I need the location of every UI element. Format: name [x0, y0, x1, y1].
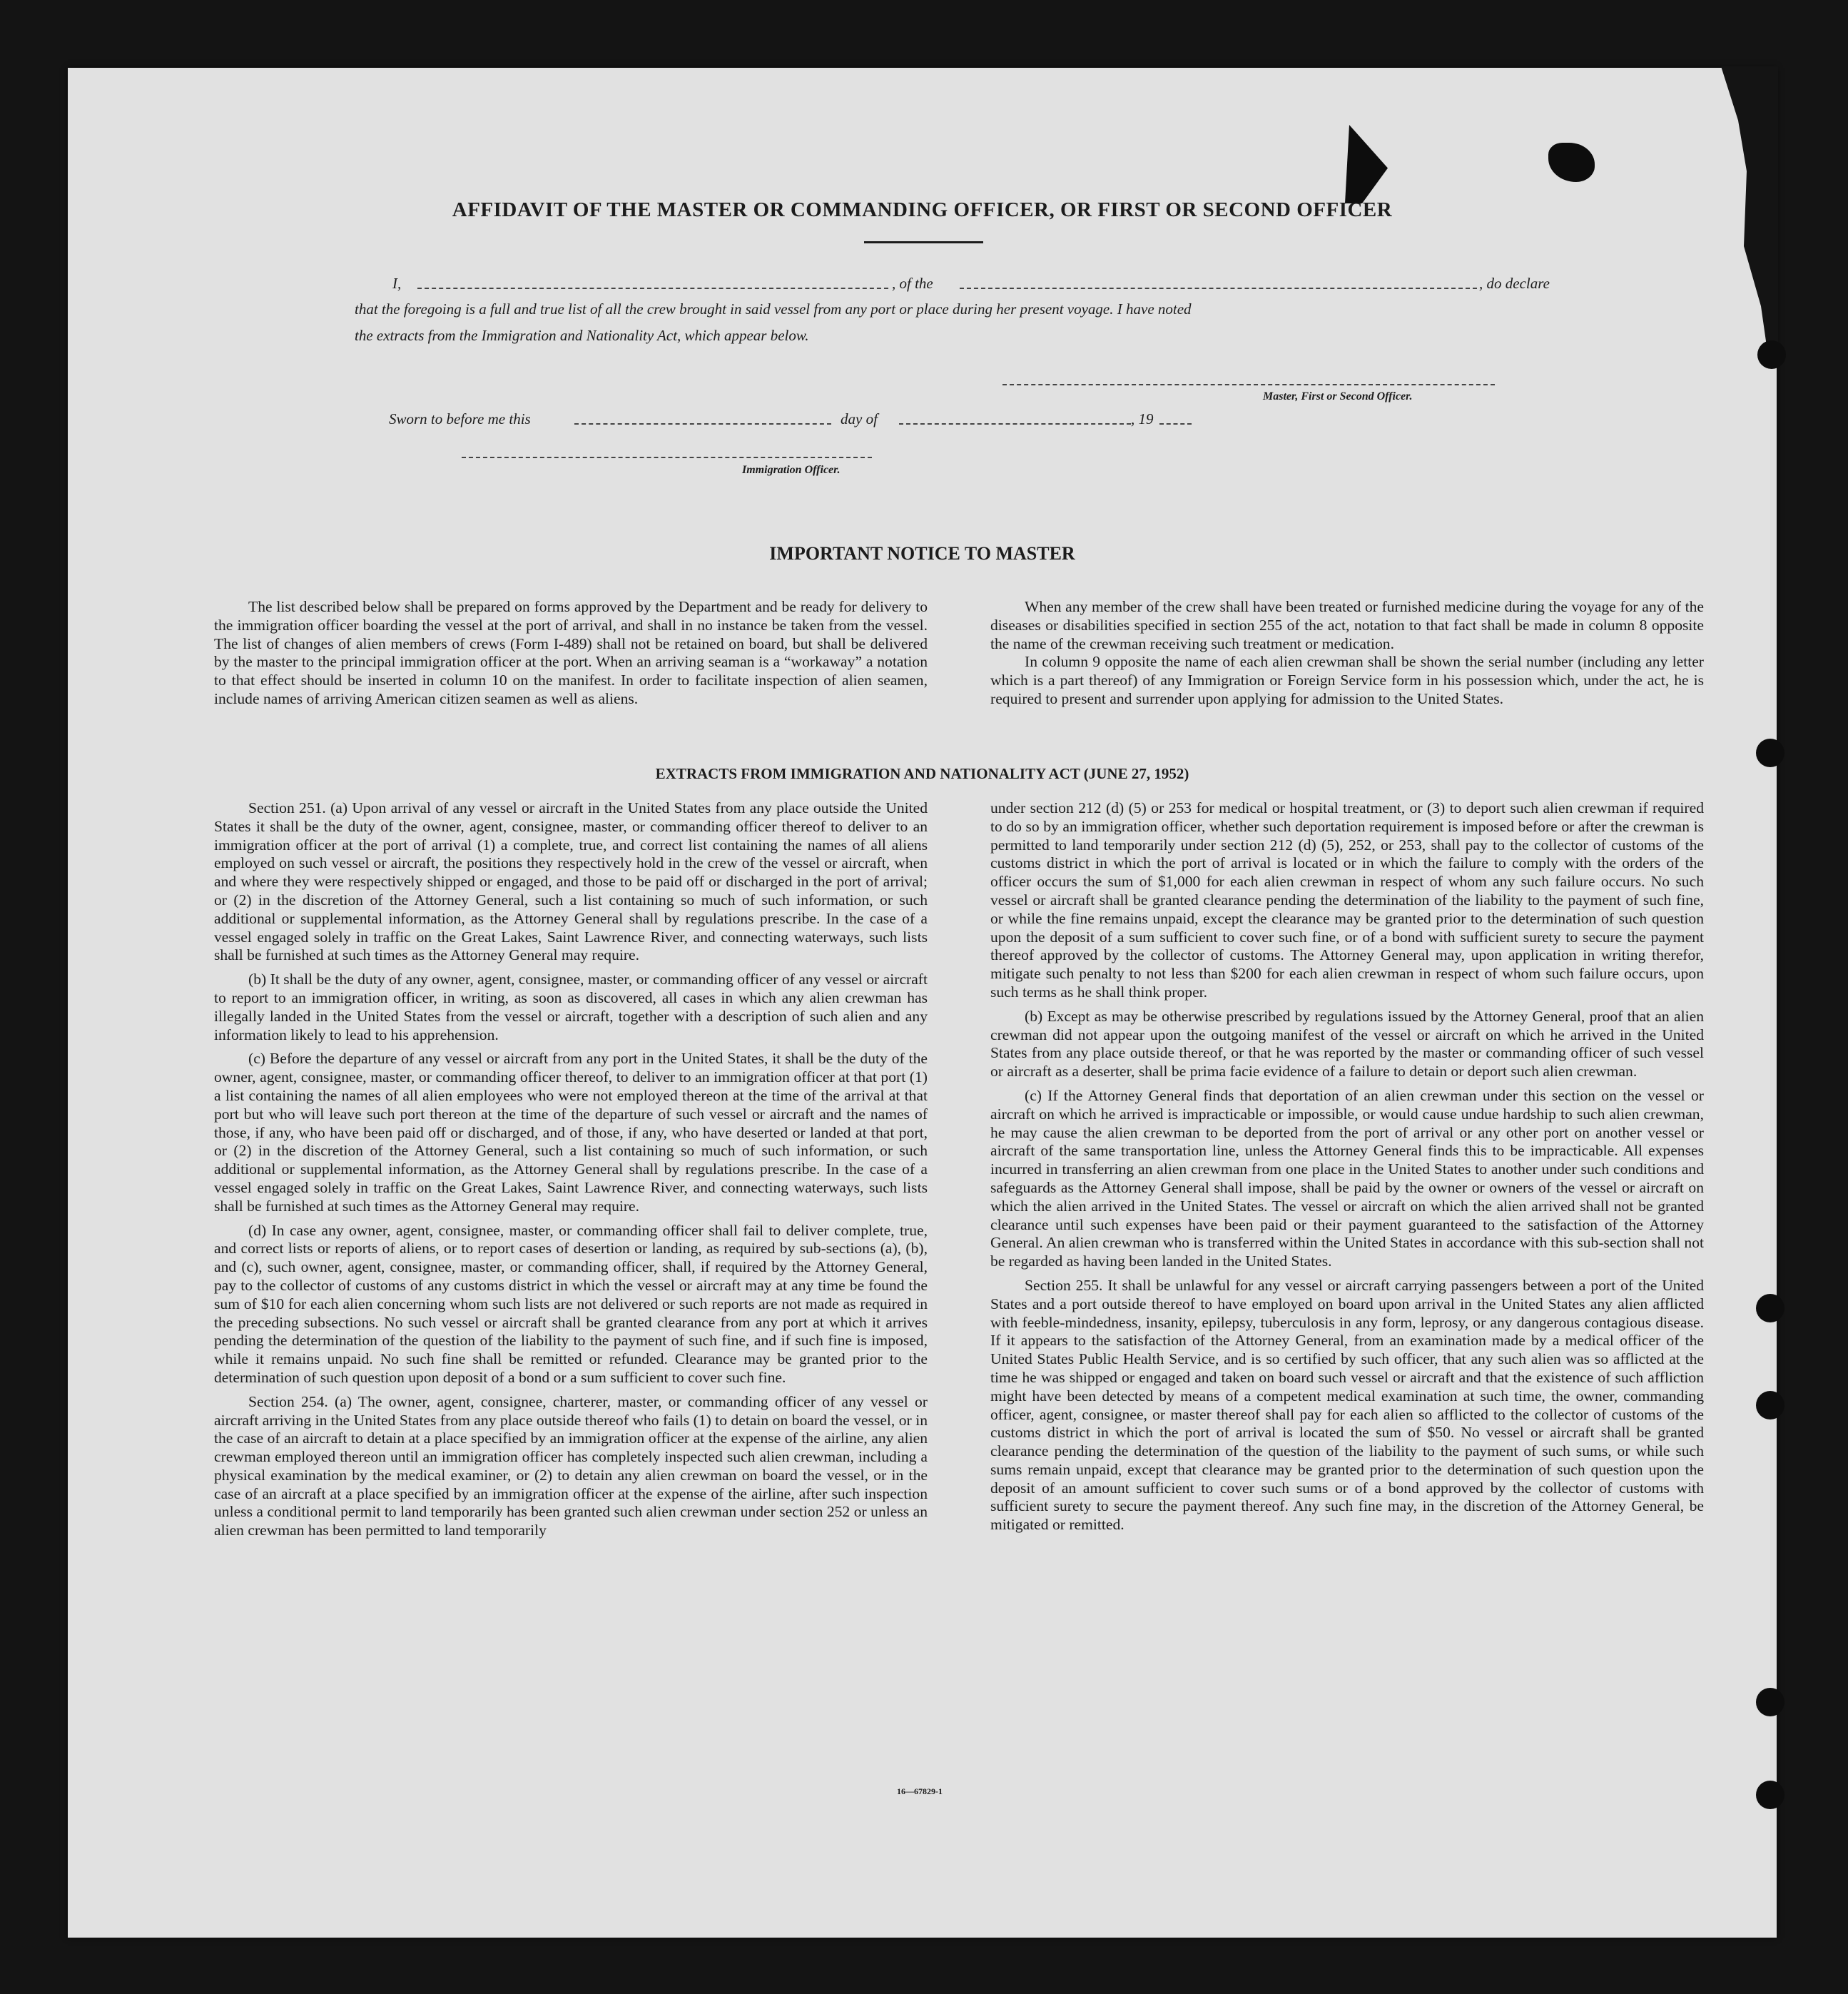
punch-hole: [1756, 1391, 1784, 1419]
extracts-left-column: [214, 799, 928, 1540]
extracts-title: EXTRACTS FROM IMMIGRATION AND NATIONALITY ACT (JUNE 27, 1952): [655, 765, 1189, 782]
section-255: Section 255. It shall be unlawful for any vessel or aircraft carrying passengers between a port of the United States and a port outside thereof to have employed on board upon arrival in the United States any alien afflicted with feeble-mindedness, insanity, epilepsy, tuberculosis in any form, leprosy, or any dangerous contagious disease. If it appears to the satisfaction of the Attorney General, from an examination made by a medical officer of the United States Public Health Service, and is so certified by such officer, that any such alien was so afflicted at the time he was shipped or engaged and taken on board such vessel or aircraft and that the existence of such affliction might have been detected by means of a competent medical examination at such time, the owner, commanding officer, agent, consignee, or master thereof shall pay for each alien so afflicted to the collector of customs of the customs district in which the port of arrival is located the sum of $50. No vessel or aircraft shall be granted clearance pending the determination of the question of the liability to the payment of such sums, or while such sums remain unpaid, except that clearance may be granted prior to the determination of such question upon the deposit of an amount sufficient to cover such sums or of a bond approved by the collector of customs with sufficient surety to secure the payment thereof. Any such fine may, in the discretion of the Attorney General, be mitigated or remitted.: [990, 1276, 1704, 1534]
punch-hole: [1756, 1294, 1784, 1322]
affidavit-line3: the extracts from the Immigration and Nationality Act, which appear below.: [355, 327, 809, 344]
year-label: , 19: [1131, 410, 1154, 427]
affidavit-title: AFFIDAVIT OF THE MASTER OR COMMANDING OFFICER, OR FIRST OR SECOND OFFICER: [452, 198, 1393, 221]
punch-hole: [1756, 739, 1784, 767]
notice-right-paragraph: When any member of the crew shall have been treated or furnished medicine during the voyage for any of the diseases or disabilities specified in section 255 of the act, notation to that fact shall be made in column 8 opposite the name of the crewman receiving such treatment or medication.: [990, 598, 1704, 652]
section-251-a: Section 251. (a) Upon arrival of any vessel or aircraft in the United States from any place outside the United States it shall be the duty of the owner, agent, consignee, master, or commanding officer thereof to deliver to an immigration officer at the port of arrival (1) a complete, true, and correct list containing the names of all aliens employed on such vessel or aircraft, the positions they respectively hold in the crew of the vessel or aircraft, when and where they were respectively shipped or engaged, and those to be paid off or discharged in the port of arrival; or (2) in the discretion of the Attorney General, such a list containing so much of such information, or such additional or supplemental information, as the Attorney General shall by regulations prescribe. In the case of a vessel engaged solely in traffic on the Great Lakes, Saint Lawrence River, and connecting waterways, such lists shall be furnished at such times as the Attorney General may require.: [214, 799, 928, 964]
section-254-a: Section 254. (a) The owner, agent, consignee, charterer, master, or commanding officer of any vessel or aircraft arriving in the United States from any place outside thereof who fails (1) to detain on board the vessel, or in the case of an aircraft to detain at a place specified by an immigration officer at the expense of the airline, any alien crewman employed thereon until an immigration officer has completely inspected such alien crewman, including a physical examination by the medical examiner, or (2) to detain any alien crewman on board the vessel, or in the case of an aircraft at a place specified by an immigration officer at the expense of the airline, after such inspection unless a conditional permit to land temporarily has been granted such alien crewman under section 252 or unless an alien crewman has been permitted to land temporarily: [214, 1392, 928, 1539]
affidavit-i: I,: [392, 275, 402, 292]
affidavit-line2: that the foregoing is a full and true list of all the crew brought in said vessel from any port or place during her present voyage. I have noted: [355, 300, 1192, 318]
sworn-day-line: [574, 423, 831, 425]
notice-left-paragraph: The list described below shall be prepared on forms approved by the Department and be ready for delivery to the immigration officer boarding the vessel at the port of arrival, and shall in no instance be taken from the vessel. The list of changes of alien members of crews (Form I-489) shall not be retained on board, but shall be delivered by the master to the principal immigration officer at the port. When an arriving seaman is a “workaway” a notation to that effect should be inserted in column 10 on the manifest. In order to facilitate inspection of alien seamen, include names of arriving American citizen seamen as well as aliens.: [214, 598, 928, 707]
section-254-b: (b) Except as may be otherwise prescribed by regulations issued by the Attorney General, proof that an alien crewman did not appear upon the outgoing manifest of the vessel or aircraft on which he arrived in the United States from any place outside thereof, or that he was reported by the master or commanding officer of such vessel or aircraft as a deserter, shall be prima facie evidence of a failure to detain or deport such alien crewman.: [990, 1007, 1704, 1080]
notice-left-column: [214, 598, 928, 709]
ink-blot: [1548, 143, 1595, 182]
sworn-label: Sworn to before me this: [389, 410, 531, 427]
master-signature-label: Master, First or Second Officer.: [1263, 390, 1413, 403]
form-number: 16—67829-1: [897, 1786, 943, 1796]
document-page: [68, 68, 1777, 1938]
punch-hole: [1756, 1781, 1784, 1809]
section-254-a-continued: under section 212 (d) (5) or 253 for medical or hospital treatment, or (3) to deport such alien crewman if required to do so by an immigration officer, whether such deportation requirement is imposed before or after the crewman is permitted to land temporarily under section 212 (d) (5), 252, or 253, shall pay to the collector of customs of the customs district in which the port of arrival is located or in which the failure to comply with the orders of the officer occurs the sum of $1,000 for each alien crewman in respect of whom any such failure occurs. No such vessel or aircraft shall be granted clearance pending the determination of the liability to the payment of such fine, or while the fine remains unpaid, except the clearance may be granted prior to the determination of such question upon the deposit of a sum sufficient to cover such fine, or of a bond with sufficient surety to secure the payment thereof approved by the collector of customs. The Attorney General may, upon application in writing therefor, mitigate such penalty to not less than $200 for each alien crewman in respect of whom such failure occurs, upon such terms as he shall think proper.: [990, 799, 1704, 1001]
punch-hole: [1757, 340, 1786, 369]
year-line: [1159, 423, 1192, 425]
notice-title: IMPORTANT NOTICE TO MASTER: [769, 543, 1075, 564]
section-254-c: (c) If the Attorney General finds that deportation of an alien crewman under this section on the vessel or aircraft on which he arrived is impracticable or impossible, or would cause undue hardship to such alien crewman, he may cause the alien crewman to be deported from the port of arrival or any other port on another vessel or aircraft of the same transportation line, unless the Attorney General finds this to be impracticable. All expenses incurred in transferring an alien crewman from one place in the United States to another under such conditions and safeguards as the Attorney General shall impose, shall be paid by the owner or owners of the vessel or aircraft on which the alien arrived in the United States. The vessel or aircraft on which the alien arrived shall not be granted clearance until such expenses have been paid or their payment guaranteed to the satisfaction of the Attorney General. An alien crewman who is transferred within the United States in accordance with this sub-section shall not be regarded as having been landed in the United States.: [990, 1086, 1704, 1270]
section-251-c: (c) Before the departure of any vessel or aircraft from any port in the United States, it shall be the duty of the owner, agent, consignee, master, or commanding officer thereof, to deliver to an immigration officer at that port (1) a list containing the names of all alien employees who were not employed thereon at the time of the arrival at that port but who will leave such port thereon at the time of the departure of such vessel or aircraft and the names of those, if any, who have been paid off or discharged, and of those, if any, who have deserted or landed at that port, or (2) in the discretion of the Attorney General, such a list containing so much of such information, or such additional or supplemental information, as the Attorney General shall by regulations prescribe. In the case of a vessel engaged solely in traffic on the Great Lakes, Saint Lawrence River, and connecting waterways, such lists shall be furnished at such times as the Attorney General may require.: [214, 1050, 928, 1215]
day-of-label: day of: [841, 410, 878, 427]
vessel-field-line: [960, 288, 1477, 289]
affidavit-of-the: , of the: [892, 275, 933, 292]
officer-signature-line: [462, 457, 872, 458]
punch-hole: [1756, 1688, 1784, 1716]
officer-signature-label: Immigration Officer.: [742, 464, 841, 476]
affidavit-declare: , do declare: [1479, 275, 1550, 292]
master-signature-line: [1002, 384, 1495, 385]
title-rule: [864, 241, 983, 243]
notice-right-column: [990, 598, 1704, 709]
sworn-month-line: [899, 423, 1131, 425]
name-field-line: [417, 288, 888, 289]
section-251-b: (b) It shall be the duty of any owner, agent, consignee, master, or commanding officer of any vessel or aircraft to report to an immigration officer, in writing, as soon as discovered, all cases in which any alien crewman has illegally landed in the United States from the vessel or aircraft, together with a description of such alien and any information likely to lead to his apprehension.: [214, 971, 928, 1043]
section-251-d: (d) In case any owner, agent, consignee, master, or commanding officer shall fail to deliver complete, true, and correct lists or reports of aliens, or to report cases of desertion or landing, as required by sub-sections (a), (b), and (c), such owner, agent, consignee, master, or commanding officer, shall, if required by the Attorney General, pay to the collector of customs of any customs district in which the vessel or aircraft may at any time be found the sum of $10 for each alien concerning whom such lists are not delivered or such reports are not made as required in the preceding subsections. No such vessel or aircraft shall be granted clearance from any port at which it arrives pending the determination of the question of the liability to the payment of such fine, and if such fine is imposed, while it remains unpaid. No such fine shall be remitted or refunded. Clearance may be granted prior to the determination of such question upon deposit of a bond or a sum sufficient to cover such fine.: [214, 1221, 928, 1386]
notice-right-paragraph: In column 9 opposite the name of each alien crewman shall be shown the serial number (including any letter which is a part thereof) of any Immigration or Foreign Service form in his possession which, under the act, he is required to present and surrender upon applying for admission to the United States.: [990, 653, 1704, 707]
extracts-right-column: [990, 799, 1704, 1534]
ink-blot: [1345, 125, 1388, 203]
